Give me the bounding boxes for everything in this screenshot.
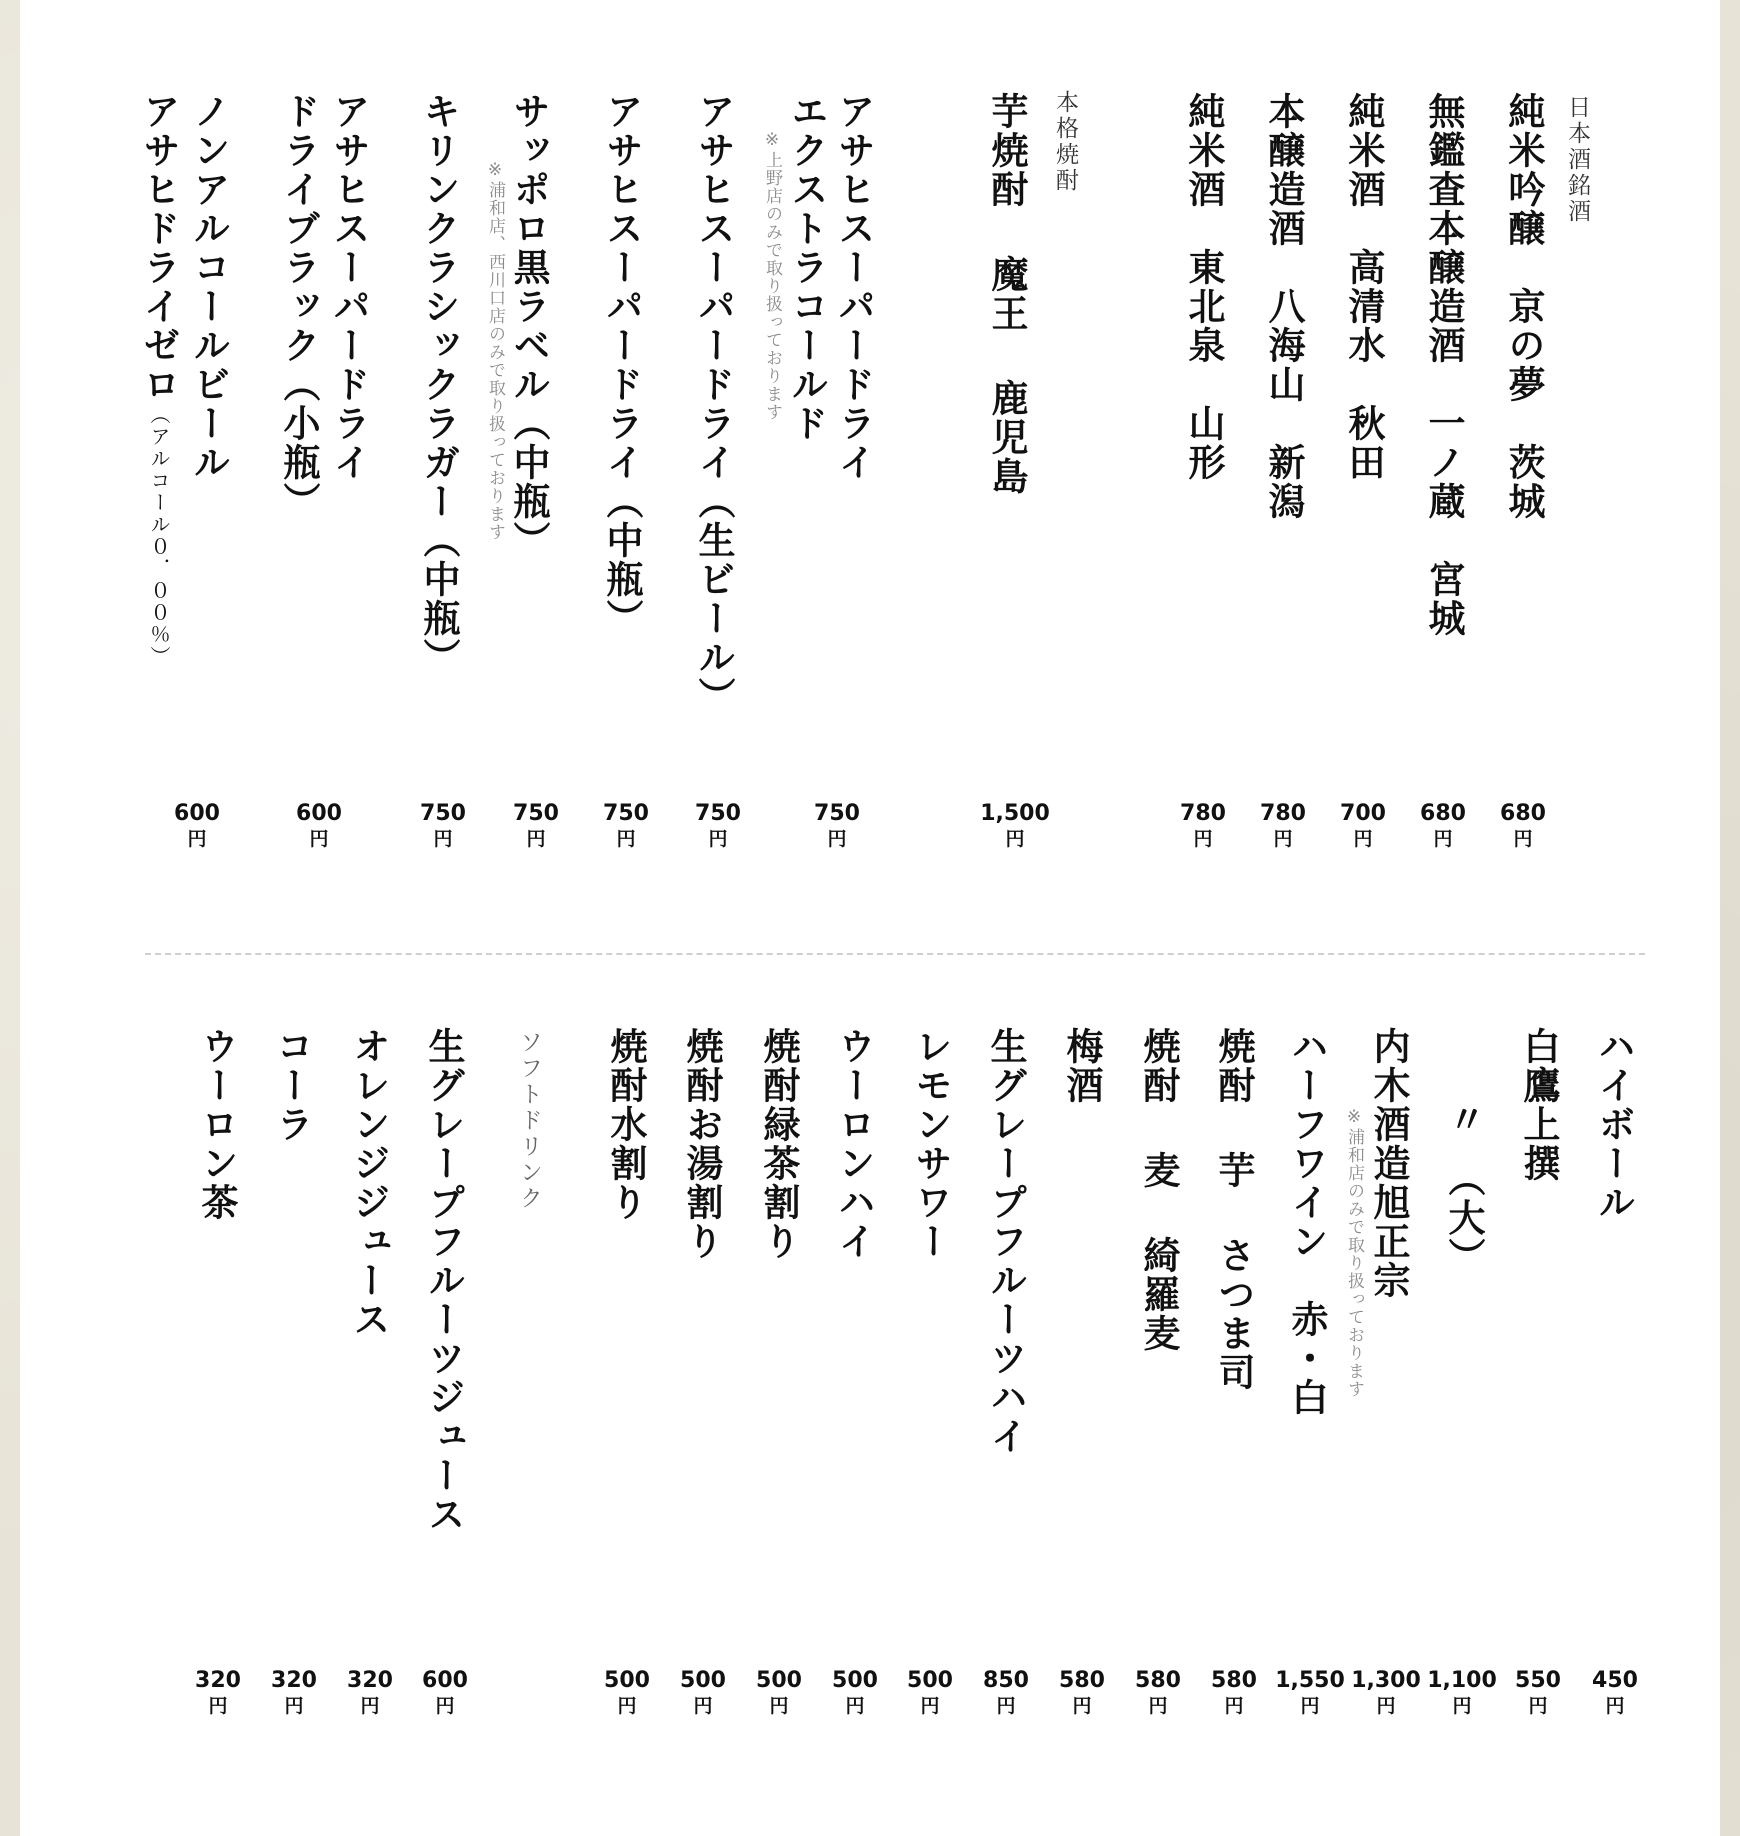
- menu-item-umeshu: 梅酒: [1060, 1027, 1104, 1105]
- price-hot-water-shochu: 500 円: [680, 1668, 726, 1717]
- menu-item-beer-7: ノンアルコールビール: [187, 92, 231, 482]
- menu-item-highball: ハイボール: [1592, 1027, 1636, 1222]
- price-umeshu: 580 円: [1059, 1668, 1105, 1717]
- menu-sheet: [20, 0, 1720, 1836]
- menu-item-mugi-shochu: 焼酎 麦 綺羅麦: [1137, 1027, 1181, 1353]
- menu-item-asahimasamune: 内木酒造旭正宗: [1367, 1027, 1411, 1300]
- menu-item-grapefruit-hi: 生グレープフルーツハイ: [984, 1027, 1028, 1456]
- price-sake-2: 680 円: [1420, 801, 1466, 850]
- menu-item-beer-2: アサヒスーパードライ（生ビール）: [692, 92, 736, 716]
- price-beer-6: 600 円: [296, 801, 342, 850]
- price-hakutaka-large: 1,100 円: [1427, 1668, 1497, 1717]
- menu-item-lemon-sour: レモンサワー: [909, 1027, 953, 1261]
- price-sake-1: 680 円: [1500, 801, 1546, 850]
- menu-item-shochu-1: 芋焼酎 魔王 鹿児島: [985, 92, 1029, 496]
- section-heading-soft-drinks: ソフトドリンク: [516, 1030, 542, 1212]
- price-beer-4: 750 円: [513, 801, 559, 850]
- price-sake-5: 780 円: [1180, 801, 1226, 850]
- section-heading-sake: 日本酒銘酒: [1564, 95, 1590, 225]
- menu-item-beer-5: キリンクラシックラガー（中瓶）: [417, 92, 461, 677]
- price-sake-3: 700 円: [1340, 801, 1386, 850]
- price-beer-1: 750 円: [814, 801, 860, 850]
- menu-item-hakutaka: 白鷹上撰: [1517, 1027, 1561, 1183]
- price-beer-3: 750 円: [603, 801, 649, 850]
- menu-item-imo-shochu: 焼酎 芋 さつま司: [1212, 1027, 1256, 1392]
- price-grapefruit-juice: 600 円: [422, 1668, 468, 1717]
- menu-item-beer-7-line2: アサヒドライゼロ（アルコール０．００％）: [137, 92, 181, 668]
- price-lemon-sour: 500 円: [907, 1668, 953, 1717]
- price-water-shochu: 500 円: [604, 1668, 650, 1717]
- price-beer-5: 750 円: [420, 801, 466, 850]
- price-sake-4: 780 円: [1260, 801, 1306, 850]
- price-mugi-shochu: 580 円: [1135, 1668, 1181, 1717]
- price-hakutaka: 550 円: [1515, 1668, 1561, 1717]
- price-shochu-1: 1,500 円: [980, 801, 1050, 850]
- menu-item-beer-6: アサヒスーパードライ: [327, 92, 371, 482]
- price-beer-2: 750 円: [695, 801, 741, 850]
- menu-item-beer-3: アサヒスーパードライ（中瓶）: [600, 92, 644, 638]
- menu-item-water-shochu: 焼酎水割り: [604, 1027, 648, 1222]
- price-imo-shochu: 580 円: [1211, 1668, 1257, 1717]
- price-green-tea-shochu: 500 円: [756, 1668, 802, 1717]
- note-beer-1: ※上野店のみで取り扱っております: [762, 130, 782, 421]
- menu-item-beer-4: サッポロ黒ラベル（中瓶）: [507, 92, 551, 560]
- menu-item-half-wine: ハーフワイン 赤・白: [1285, 1027, 1329, 1417]
- price-half-wine: 1,550 円: [1275, 1668, 1345, 1717]
- price-highball: 450 円: [1592, 1668, 1638, 1717]
- section-heading-shochu: 本格焼酎: [1052, 90, 1078, 194]
- price-beer-7: 600 円: [174, 801, 220, 850]
- menu-item-hakutaka-large: 〃 （大）: [1442, 1100, 1486, 1277]
- price-oolong-tea: 320 円: [195, 1668, 241, 1717]
- menu-item-sake-5: 純米酒 東北泉 山形: [1182, 92, 1226, 482]
- note-beer-4: ※浦和店、西川口店のみで取り扱っております: [485, 160, 505, 541]
- section-divider: [145, 953, 1645, 955]
- note-beer-7-alcohol: （アルコール０．００％）: [147, 404, 171, 668]
- price-orange-juice: 320 円: [347, 1668, 393, 1717]
- price-grapefruit-hi: 850 円: [983, 1668, 1029, 1717]
- menu-item-sake-3: 純米酒 高清水 秋田: [1342, 92, 1386, 482]
- menu-item-sake-4: 本醸造酒 八海山 新潟: [1262, 92, 1306, 521]
- menu-item-sake-2: 無鑑査本醸造酒 一ノ蔵 宮城: [1422, 92, 1466, 638]
- price-cola: 320 円: [271, 1668, 317, 1717]
- menu-item-sake-1: 純米吟醸 京の夢 茨城: [1502, 92, 1546, 521]
- menu-item-beer-6-line2: ドライブラック（小瓶）: [277, 92, 321, 521]
- menu-item-beer-1-line2: エクストラコールド: [785, 92, 829, 443]
- price-asahimasamune: 1,300 円: [1351, 1668, 1421, 1717]
- menu-item-oolong-tea: ウーロン茶: [195, 1027, 239, 1222]
- menu-item-green-tea-shochu: 焼酎緑茶割り: [757, 1027, 801, 1261]
- menu-item-hot-water-shochu: 焼酎お湯割り: [680, 1027, 724, 1261]
- menu-item-beer-1: アサヒスーパードライ: [832, 92, 876, 482]
- note-asahimasamune: ※浦和店のみで取り扱っております: [1344, 1107, 1364, 1398]
- price-oolong-hi: 500 円: [832, 1668, 878, 1717]
- menu-item-cola: コーラ: [270, 1027, 314, 1144]
- menu-item-oolong-hi: ウーロンハイ: [832, 1027, 876, 1261]
- menu-item-orange-juice: オレンジジュース: [347, 1027, 391, 1339]
- menu-item-grapefruit-juice: 生グレープフルーツジュース: [422, 1027, 466, 1534]
